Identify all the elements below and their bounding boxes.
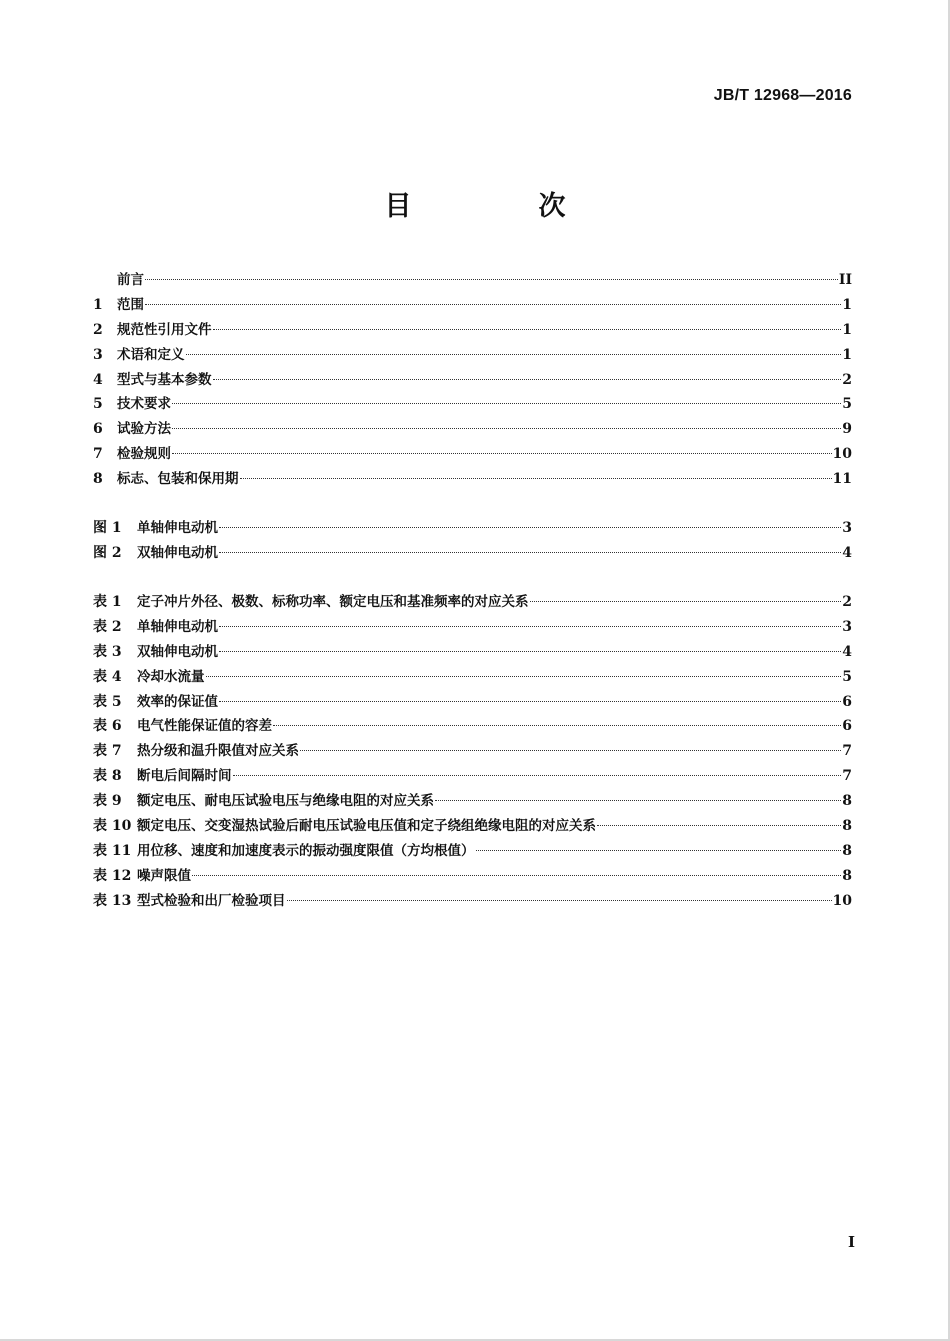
toc-entry[interactable] xyxy=(93,889,852,914)
toc-entry-label: 术语和定义 xyxy=(117,346,185,363)
toc-entry-page: 8 xyxy=(842,842,852,859)
toc-entry-label: 电气性能保证值的容差 xyxy=(137,718,272,735)
toc-entry-label: 型式与基本参数 xyxy=(117,371,212,388)
toc-entry-number: 表 2 xyxy=(93,618,122,635)
toc-entry-page: II xyxy=(838,272,852,288)
toc-entry[interactable] xyxy=(93,541,852,566)
dot-leader xyxy=(145,304,841,305)
toc-entry-label: 双轴伸电动机 xyxy=(137,643,218,660)
dot-leader xyxy=(206,676,842,677)
toc-entry-number: 表 12 xyxy=(93,867,132,884)
standard-number: JB/T 12968—2016 xyxy=(713,87,852,104)
toc-entry[interactable] xyxy=(93,467,852,492)
toc-entry-page: 8 xyxy=(842,793,852,810)
toc-entry-label: 定子冲片外径、极数、标称功率、额定电压和基准频率的对应关系 xyxy=(137,594,529,610)
toc-entry-label: 型式检验和出厂检验项目 xyxy=(137,892,286,909)
toc-entry-page: 4 xyxy=(842,544,852,561)
dot-leader xyxy=(219,527,841,528)
toc-entry-label: 规范性引用文件 xyxy=(117,321,212,338)
toc-entry-number: 表 4 xyxy=(93,668,122,685)
toc-entry-page: 10 xyxy=(832,892,852,909)
toc-entry-page: 8 xyxy=(842,818,852,835)
page-title: 目 次 xyxy=(384,191,616,222)
toc-entry-label: 效率的保证值 xyxy=(137,693,218,710)
toc-entry[interactable] xyxy=(93,318,852,343)
toc-entry-label: 冷却水流量 xyxy=(137,668,205,685)
toc-entry[interactable] xyxy=(93,764,852,789)
toc-entry-page: 11 xyxy=(832,471,852,488)
toc-entry[interactable] xyxy=(93,417,852,442)
toc-entry[interactable] xyxy=(93,640,852,665)
dot-leader xyxy=(597,825,841,826)
toc-entry-page: 7 xyxy=(842,768,852,785)
toc-entry-number: 1 xyxy=(93,296,103,313)
toc-entry-label: 范围 xyxy=(117,296,144,313)
toc-entry-page: 2 xyxy=(842,371,852,388)
toc-entry-number: 表 7 xyxy=(93,743,122,760)
toc-entry-page: 6 xyxy=(842,718,852,735)
toc-entry-page: 5 xyxy=(842,396,852,413)
toc-entry[interactable] xyxy=(93,268,852,293)
toc-entry-number: 表 11 xyxy=(93,842,132,859)
toc-entry-number: 表 1 xyxy=(93,594,122,610)
toc-entry[interactable] xyxy=(93,665,852,690)
page-number: I xyxy=(847,1233,855,1251)
dot-leader xyxy=(145,279,838,280)
dot-leader xyxy=(530,601,842,602)
toc-entry[interactable] xyxy=(93,714,852,739)
toc-entry[interactable] xyxy=(93,293,852,318)
toc-entry-label: 额定电压、耐电压试验电压与绝缘电阻的对应关系 xyxy=(137,793,434,810)
toc-entry-label: 前言 xyxy=(117,272,144,288)
toc-entry-number: 表 5 xyxy=(93,693,122,710)
toc-entry-label: 标志、包装和保用期 xyxy=(117,471,239,488)
toc-entry-number: 5 xyxy=(93,396,103,413)
toc-entry[interactable] xyxy=(93,516,852,541)
toc-entry-page: 7 xyxy=(842,743,852,760)
dot-leader xyxy=(172,428,841,429)
toc-entry-number: 表 13 xyxy=(93,892,132,909)
dot-leader xyxy=(219,651,841,652)
toc-entry-number: 表 3 xyxy=(93,643,122,660)
toc-entry[interactable] xyxy=(93,839,852,864)
dot-leader xyxy=(273,725,841,726)
dot-leader xyxy=(213,379,842,380)
toc-entry-label: 用位移、速度和加速度表示的振动强度限值（方均根值） xyxy=(137,842,475,859)
toc-entry-number: 4 xyxy=(93,371,103,388)
toc-entry-page: 6 xyxy=(842,693,852,710)
toc-chapters xyxy=(93,268,852,492)
toc-entry-page: 1 xyxy=(842,346,852,363)
toc-entry-page: 4 xyxy=(842,643,852,660)
toc-entry-label: 热分级和温升限值对应关系 xyxy=(137,743,299,760)
toc-entry-label: 双轴伸电动机 xyxy=(137,544,218,561)
dot-leader xyxy=(186,354,842,355)
toc-entry-number: 3 xyxy=(93,346,103,363)
toc-entry-page: 3 xyxy=(842,618,852,635)
toc-entry[interactable] xyxy=(93,864,852,889)
toc-entry-number: 表 8 xyxy=(93,768,122,785)
toc-entry[interactable] xyxy=(93,442,852,467)
dot-leader xyxy=(192,875,841,876)
toc-entry-number: 7 xyxy=(93,446,103,463)
toc-entry-page: 1 xyxy=(842,321,852,338)
toc-entry-number: 表 10 xyxy=(93,818,132,835)
toc-entry[interactable] xyxy=(93,615,852,640)
toc-entry-label: 试验方法 xyxy=(117,421,171,438)
toc-entry-number: 8 xyxy=(93,471,103,488)
toc-entry-label: 断电后间隔时间 xyxy=(137,768,232,785)
toc-entry-label: 噪声限值 xyxy=(137,867,191,884)
dot-leader xyxy=(240,478,832,479)
dot-leader xyxy=(172,403,841,404)
toc-entry-label: 额定电压、交变湿热试验后耐电压试验电压值和定子绕组绝缘电阻的对应关系 xyxy=(137,818,596,835)
toc-entry[interactable] xyxy=(93,789,852,814)
toc-entry[interactable] xyxy=(93,739,852,764)
dot-leader xyxy=(233,775,842,776)
dot-leader xyxy=(287,900,832,901)
toc-entry-page: 1 xyxy=(842,296,852,313)
toc-entry-label: 技术要求 xyxy=(117,396,171,413)
toc-entry-page: 10 xyxy=(832,446,852,463)
dot-leader xyxy=(476,850,842,851)
toc-entry-page: 9 xyxy=(842,421,852,438)
dot-leader xyxy=(172,453,832,454)
toc-entry[interactable] xyxy=(93,343,852,368)
toc-entry-number: 表 6 xyxy=(93,718,122,735)
toc-entry-page: 2 xyxy=(842,594,852,610)
toc-entry-number: 6 xyxy=(93,421,103,438)
toc-entry-label: 检验规则 xyxy=(117,446,171,463)
toc-tables xyxy=(93,590,852,914)
toc-entry[interactable] xyxy=(93,690,852,715)
toc-entry-page: 8 xyxy=(842,867,852,884)
toc-entry-number: 表 9 xyxy=(93,793,122,810)
dot-leader xyxy=(219,626,841,627)
dot-leader xyxy=(300,750,841,751)
toc-figures xyxy=(93,516,852,566)
dot-leader xyxy=(219,552,841,553)
toc-entry[interactable] xyxy=(93,368,852,393)
toc-entry-label: 单轴伸电动机 xyxy=(137,520,218,536)
toc-entry-page: 3 xyxy=(842,520,852,536)
dot-leader xyxy=(213,329,842,330)
toc-entry-page: 5 xyxy=(842,668,852,685)
dot-leader xyxy=(435,800,841,801)
toc-entry-number: 2 xyxy=(93,321,103,338)
toc-entry-label: 单轴伸电动机 xyxy=(137,618,218,635)
dot-leader xyxy=(219,701,841,702)
toc-entry[interactable] xyxy=(93,590,852,615)
toc-entry[interactable] xyxy=(93,392,852,417)
toc-entry-number: 图 2 xyxy=(93,544,122,561)
toc-entry-number: 图 1 xyxy=(93,520,122,536)
toc-entry[interactable] xyxy=(93,814,852,839)
